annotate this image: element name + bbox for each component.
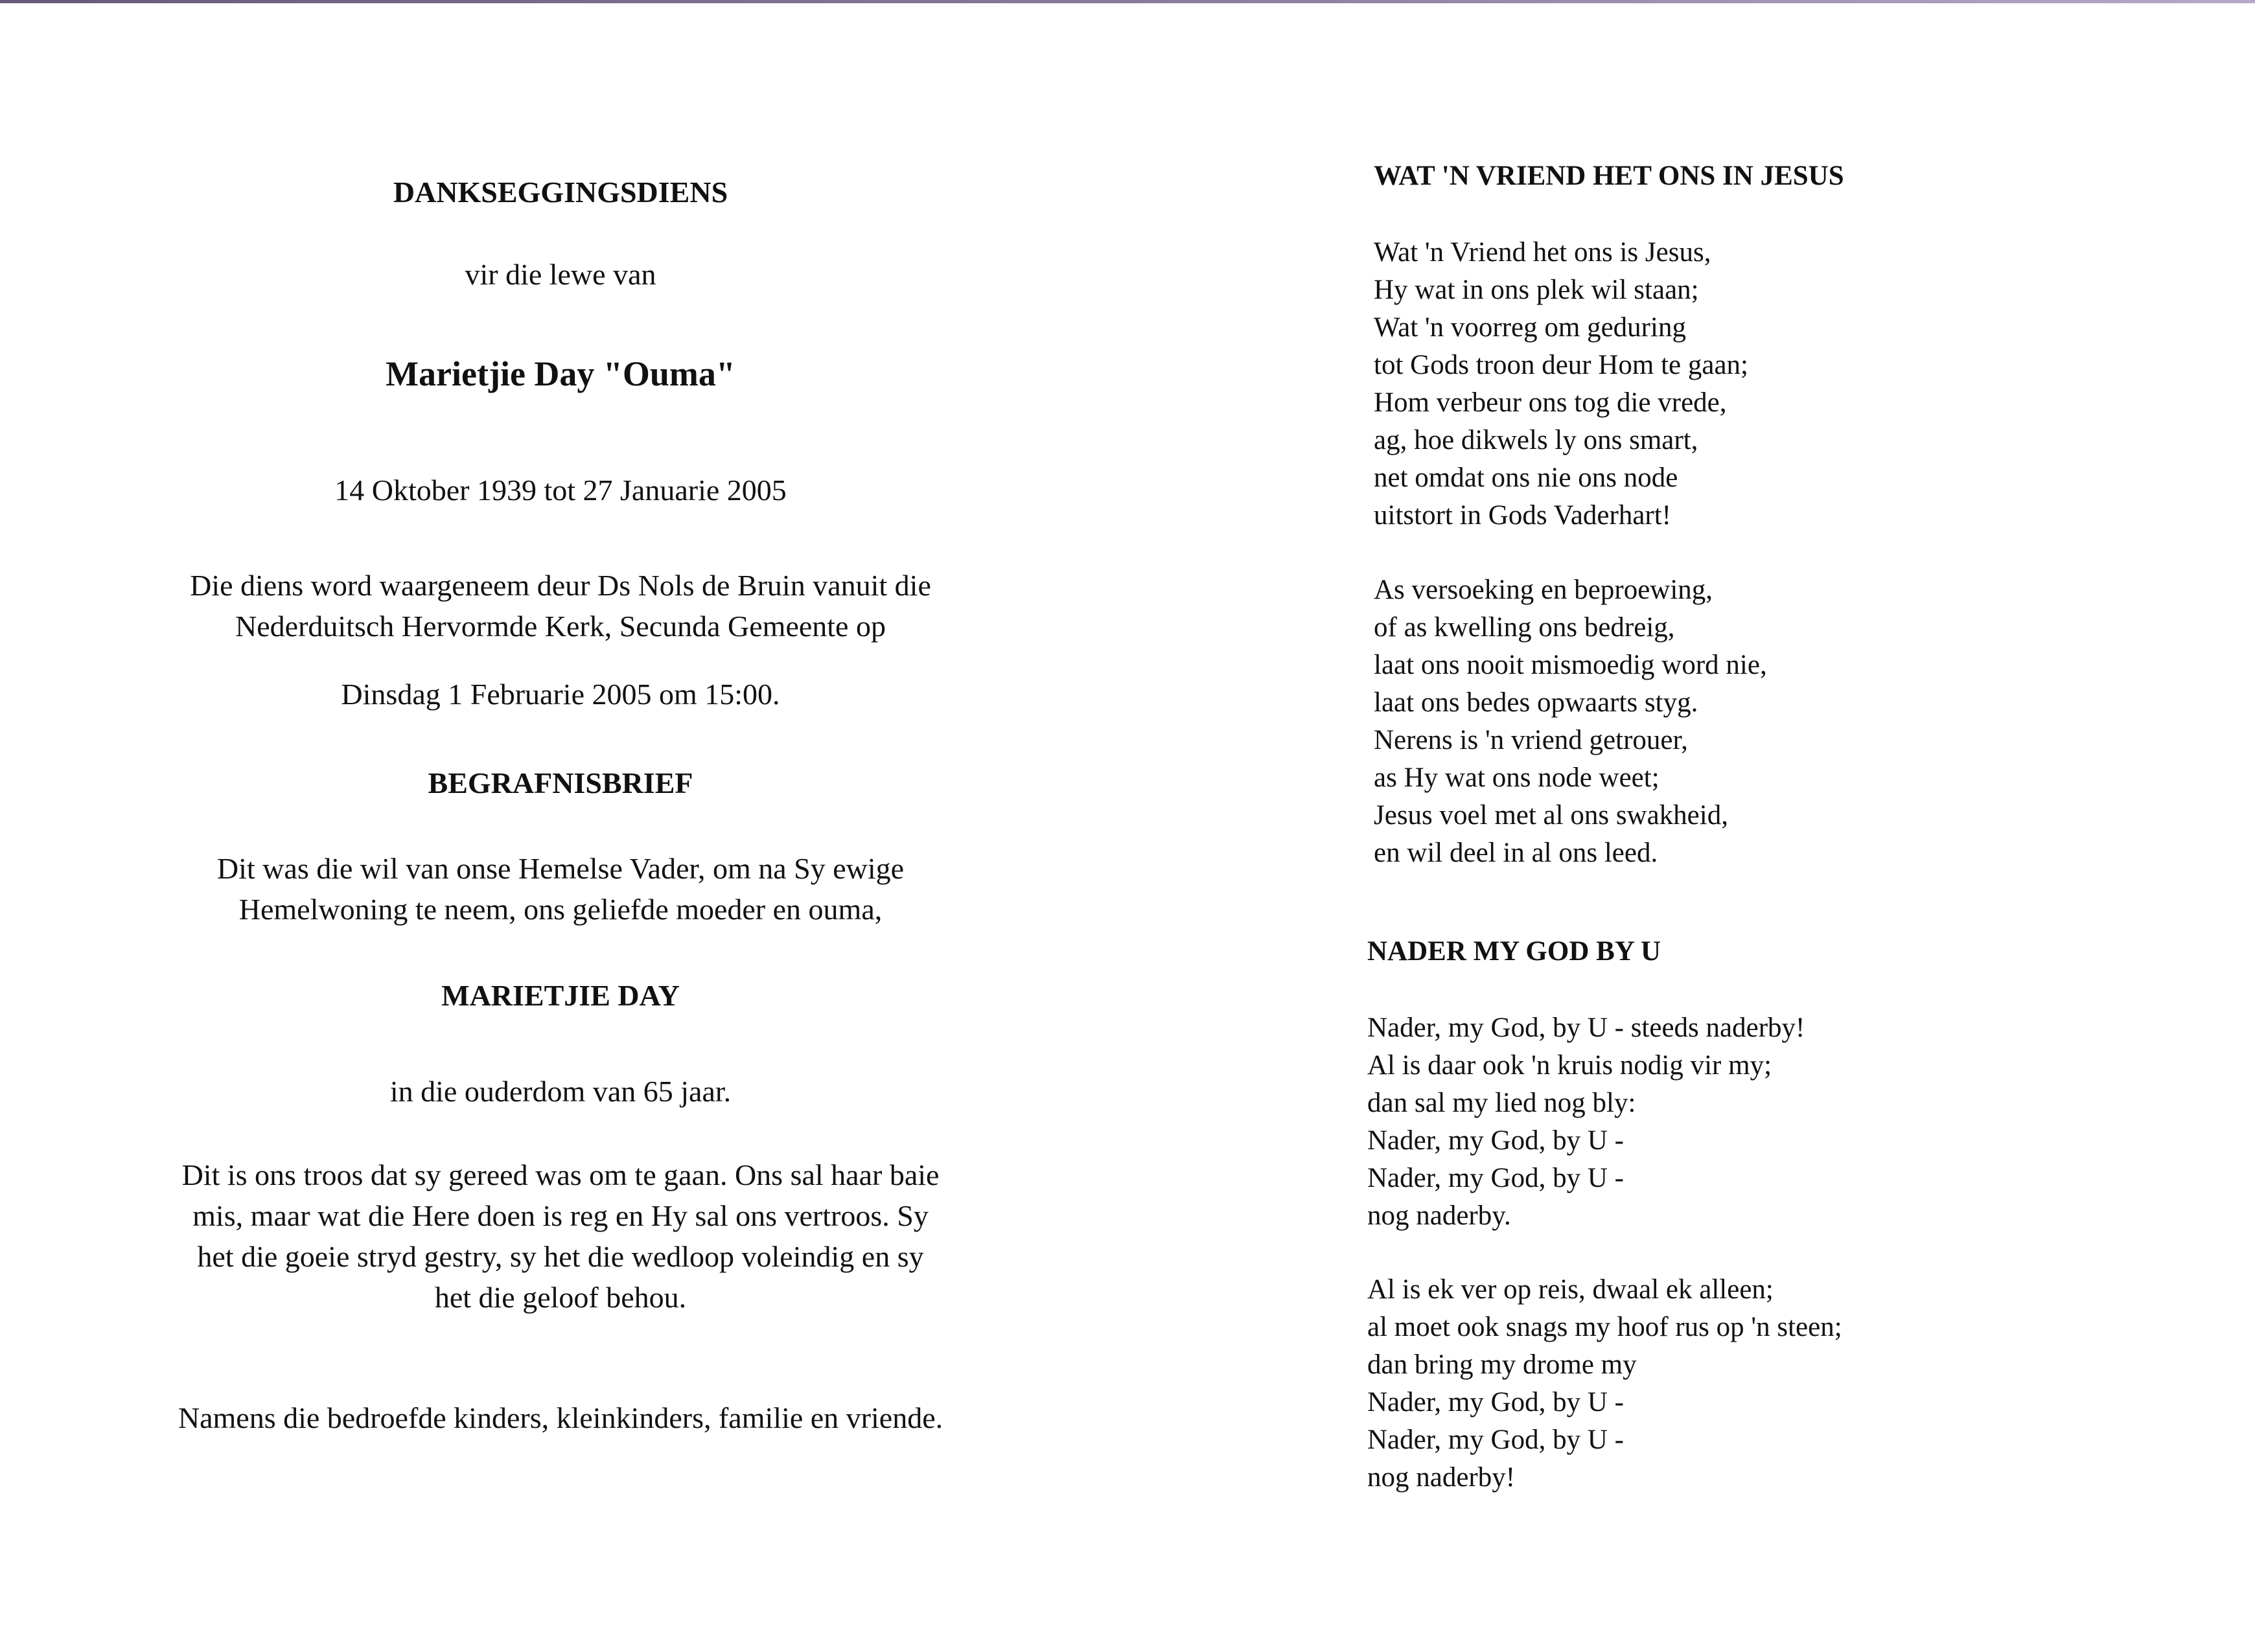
comfort-line-1: Dit is ons troos dat sy gereed was om te gaan. Ons sal haar baie — [181, 1158, 940, 1191]
hymn-2-title: NADER MY GOD BY U — [1367, 936, 1661, 967]
letter-line-1: Dit was die wil van onse Hemelse Vader, om na Sy ewige — [216, 852, 905, 885]
top-border-line — [0, 0, 2255, 3]
comfort-line-3: het die goeie stryd gestry, sy het die wedloop voleindig en sy — [197, 1240, 924, 1273]
verse-line: Nader, my God, by U - — [1367, 1163, 1624, 1193]
verse-line: Jesus voel met al ons swakheid, — [1374, 800, 1728, 831]
verse-line: Nader, my God, by U - — [1367, 1387, 1624, 1417]
verse-line: net omdat ons nie ons node — [1374, 463, 1678, 493]
verse-line: Nader, my God, by U - — [1367, 1425, 1624, 1455]
verse-line: Hom verbeur ons tog die vrede, — [1374, 387, 1727, 418]
verse-line: Nader, my God, by U - steeds naderby! — [1367, 1013, 1805, 1043]
hymn-1-title: WAT 'N VRIEND HET ONS IN JESUS — [1374, 161, 1844, 191]
verse-line: Nerens is 'n vriend getrouer, — [1374, 725, 1688, 755]
verse-line: laat ons bedes opwaarts styg. — [1374, 687, 1698, 718]
verse-line: Wat 'n Vriend het ons is Jesus, — [1374, 237, 1711, 268]
verse-line: laat ons nooit mismoedig word nie, — [1374, 650, 1767, 680]
service-info-line-1: Die diens word waargeneem deur Ds Nols de Bruin vanuit die — [190, 569, 931, 602]
verse-line: Al is daar ook 'n kruis nodig vir my; — [1367, 1050, 1772, 1081]
verse-line: uitstort in Gods Vaderhart! — [1374, 500, 1671, 531]
verse-line: Al is ek ver op reis, dwaal ek alleen; — [1367, 1274, 1774, 1305]
comfort-line-4: het die geloof behou. — [434, 1281, 687, 1314]
verse-line: en wil deel in al ons leed. — [1374, 838, 1658, 868]
verse-line: dan sal my lied nog bly: — [1367, 1088, 1636, 1118]
service-date-time: Dinsdag 1 Februarie 2005 om 15:00. — [341, 678, 780, 711]
verse-line: ag, hoe dikwels ly ons smart, — [1374, 425, 1698, 455]
verse-line: nog naderby. — [1367, 1200, 1511, 1231]
verse-line: Hy wat in ons plek wil staan; — [1374, 275, 1699, 305]
verse-line: nog naderby! — [1367, 1462, 1516, 1493]
life-dates: 14 Oktober 1939 tot 27 Januarie 2005 — [334, 474, 787, 507]
verse-line: al moet ook snags my hoof rus op 'n steen; — [1367, 1312, 1842, 1342]
verse-line: as Hy wat ons node weet; — [1374, 763, 1659, 793]
verse-line: Wat 'n voorreg om geduring — [1374, 312, 1686, 343]
verse-line: tot Gods troon deur Hom te gaan; — [1374, 350, 1749, 380]
service-info-line-2: Nederduitsch Hervormde Kerk, Secunda Gemeente op — [235, 610, 886, 643]
for-life-of-text: vir die lewe van — [465, 258, 656, 291]
letter-heading: BEGRAFNISBRIEF — [428, 766, 693, 799]
letter-line-2: Hemelwoning te neem, ons geliefde moeder en ouma, — [238, 893, 883, 926]
comfort-line-2: mis, maar wat die Here doen is reg en Hy sal ons vertroos. Sy — [192, 1199, 929, 1232]
deceased-name: Marietjie Day "Ouma" — [386, 354, 735, 393]
verse-line: Nader, my God, by U - — [1367, 1125, 1624, 1156]
deceased-name-caps: MARIETJIE DAY — [441, 979, 680, 1012]
verse-line: dan bring my drome my — [1367, 1349, 1637, 1380]
age-text: in die ouderdom van 65 jaar. — [389, 1075, 732, 1108]
verse-line: of as kwelling ons bedreig, — [1374, 612, 1675, 643]
closing-text: Namens die bedroefde kinders, kleinkinders, familie en vriende. — [178, 1401, 943, 1434]
verse-line: As versoeking en beproewing, — [1374, 575, 1713, 605]
service-heading: DANKSEGGINGSDIENS — [393, 176, 728, 209]
